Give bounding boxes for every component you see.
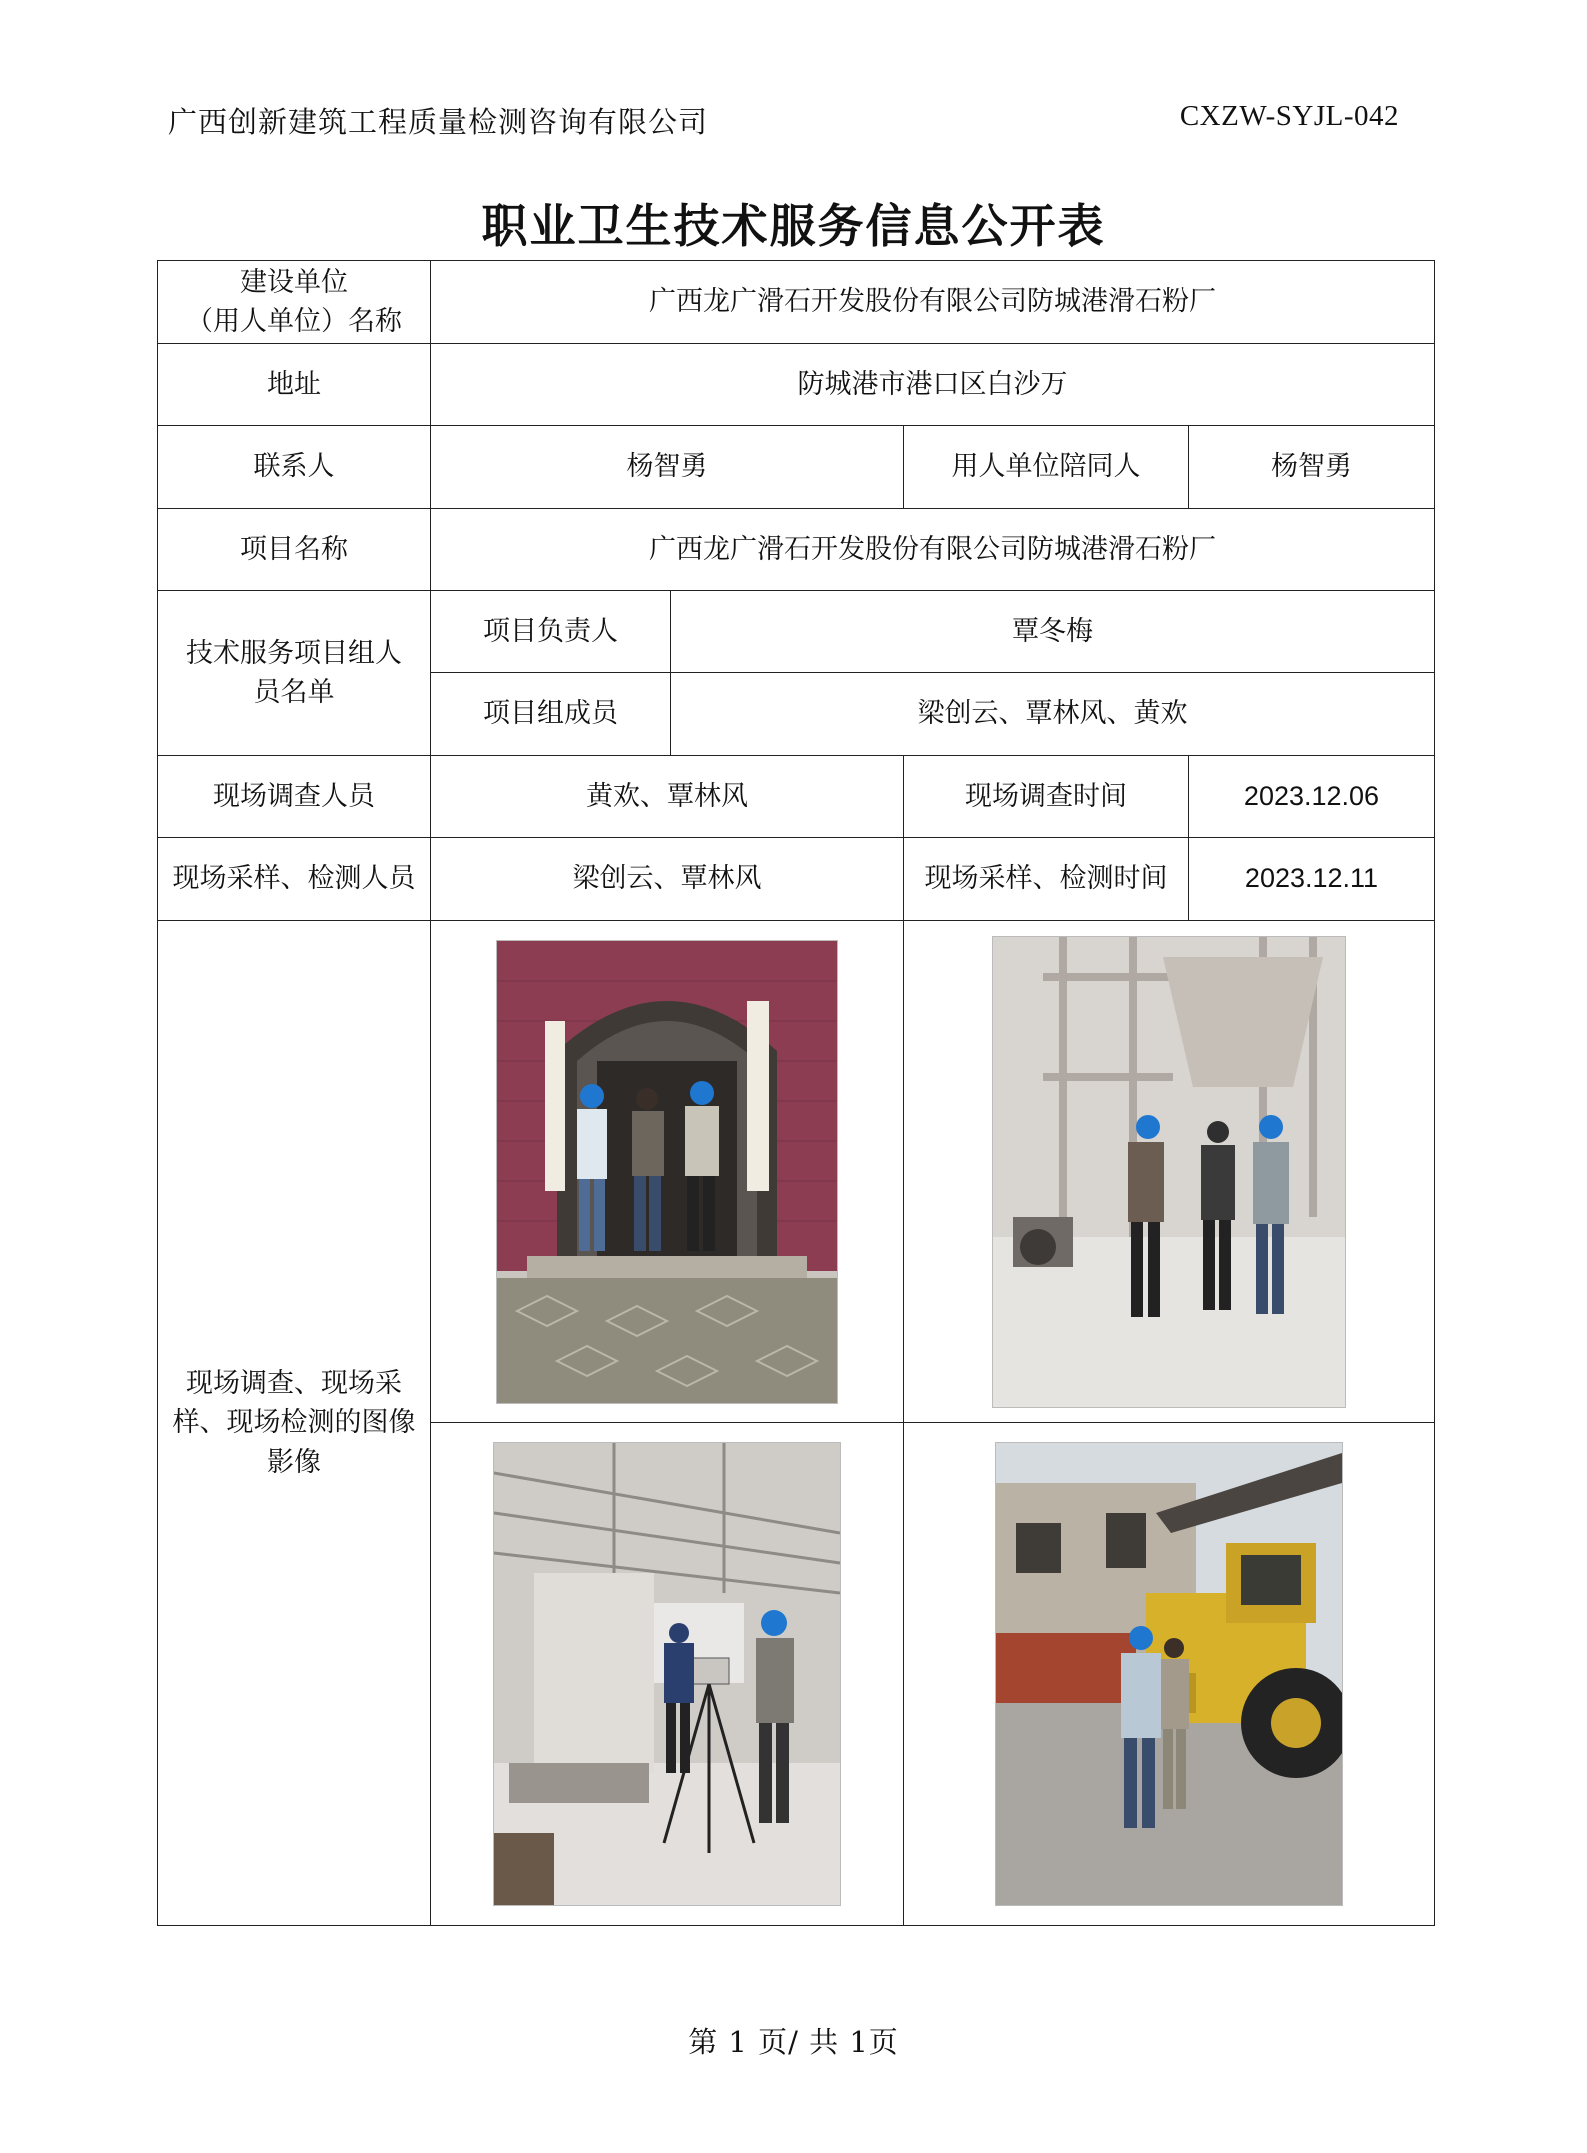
unit-label: 建设单位 （用人单位）名称 [158,261,431,344]
info-table [157,260,1435,1926]
photo-cell-3 [431,1423,904,1926]
leader-value: 覃冬梅 [671,591,1435,673]
sampling-staff-label: 现场采样、检测人员 [158,838,431,921]
page-title: 职业卫生技术服务信息公开表 [481,199,1106,253]
escort-label: 用人单位陪同人 [904,426,1189,509]
address-value: 防城港市港口区白沙万 [431,344,1435,426]
sampling-time-value: 2023.12.11 [1189,838,1435,921]
photo-cell-2 [904,921,1435,1423]
project-value: 广西龙广滑石开发股份有限公司防城港滑石粉厂 [431,509,1435,591]
address-label: 地址 [158,344,431,426]
photo-cell-4 [904,1423,1435,1926]
photo-cell-1 [431,921,904,1423]
sampling-staff-value: 梁创云、覃林风 [431,838,904,921]
photo-entrance [496,940,838,1404]
survey-time-label: 现场调查时间 [904,756,1189,838]
photo-loader-survey [995,1442,1343,1906]
team-label: 技术服务项目组人 员名单 [158,591,431,756]
contact-value: 杨智勇 [431,426,904,509]
company-name: 广西创新建筑工程质量检测咨询有限公司 [168,105,709,139]
sampling-time-label: 现场采样、检测时间 [904,838,1189,921]
members-label: 项目组成员 [431,673,671,756]
contact-label: 联系人 [158,426,431,509]
images-label: 现场调查、现场采 样、现场检测的图像 影像 [158,921,431,1926]
photo-warehouse-monitoring [493,1442,841,1906]
photo-sampling-machine [992,936,1346,1408]
survey-staff-label: 现场调查人员 [158,756,431,838]
document-code: CXZW-SYJL-042 [1179,100,1399,132]
survey-staff-value: 黄欢、覃林风 [431,756,904,838]
survey-time-value: 2023.12.06 [1189,756,1435,838]
escort-value: 杨智勇 [1189,426,1435,509]
project-label: 项目名称 [158,509,431,591]
members-value: 梁创云、覃林风、黄欢 [671,673,1435,756]
unit-value: 广西龙广滑石开发股份有限公司防城港滑石粉厂 [431,261,1435,344]
leader-label: 项目负责人 [431,591,671,673]
page-footer: 第 1 页/ 共 1页 [688,2025,899,2059]
